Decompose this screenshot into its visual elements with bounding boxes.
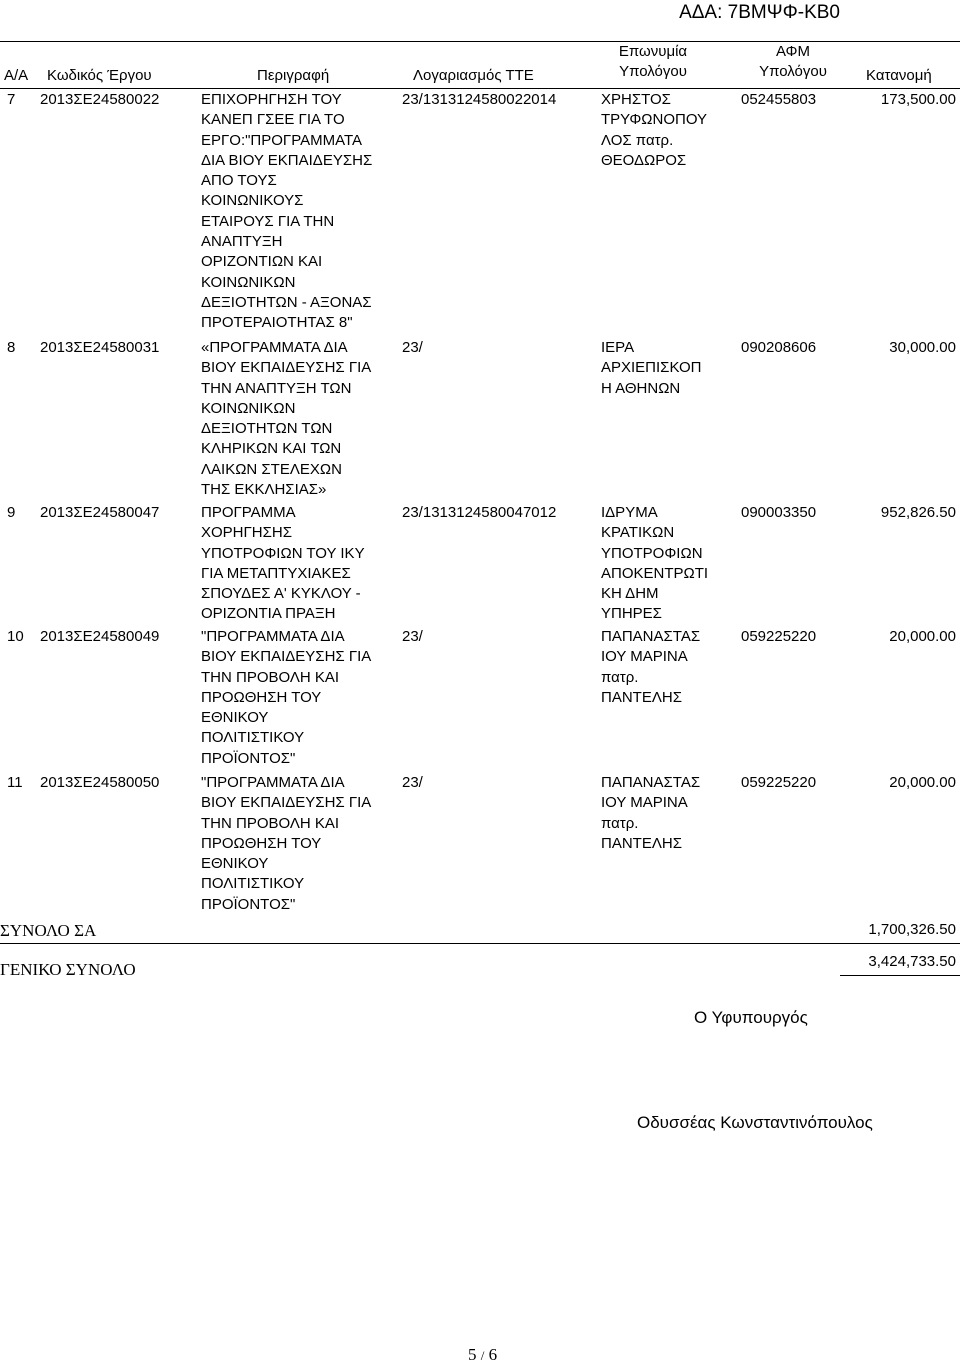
row-aa: 9 [7,504,16,521]
ada-code: ΑΔΑ: 7ΒΜΨΦ-ΚΒ0 [679,2,840,23]
row-desc: «ΠΡΟΓΡΑΜΜΑΤΑ ΔΙΑ ΒΙΟΥ ΕΚΠΑΙΔΕΥΣΗΣ ΓΙΑ ΤΗΝ ΑΝΑΠΤΥΞΗ ΤΩΝ ΚΟΙΝΩΝΙΚΩΝ ΔΕΞΙΟΤΗΤΩΝ ΤΩΝ ΚΛΗΡΙΚΩΝ ΚΑΙ ΤΩΝ ΛΑΙΚΩΝ ΣΤΕΛΕΧΩΝ ΤΗΣ ΕΚΚΛΗΣΙΑΣ» [201,339,372,499]
row-afm: 059225220 [741,628,817,645]
row-amount: 20,000.00 [889,774,956,791]
page-total: 6 [488,1345,498,1364]
row-account: 23/ [402,774,423,791]
row-desc: ΠΡΟΓΡΑΜΜΑ ΧΟΡΗΓΗΣΗΣ ΥΠΟΤΡΟΦΙΩΝ ΤΟΥ ΙΚΥ ΓΙΑ ΜΕΤΑΠΤΥΧΙΑΚΕΣ ΣΠΟΥΔΕΣ Α' ΚΥΚΛΟΥ - ΟΡΙΖΟΝΤΙΑ ΠΡΑΞΗ [201,504,365,623]
row-afm: 090003350 [741,504,817,521]
row-aa: 8 [7,339,16,356]
signature-title: Ο Υφυπουργός [694,1008,808,1027]
row-code: 2013ΣΕ24580049 [40,628,160,645]
row-account: 23/131312458002201​4 [402,91,557,108]
row-amount: 173,500.00 [880,91,956,108]
row-name: ΠΑΠΑΝΑΣΤΑΣ ΙΟΥ ΜΑΡΙΝΑ πατρ. ΠΑΝΤΕΛΗΣ [601,774,701,852]
row-amount: 30,000.00 [889,339,956,356]
row-aa: 10 [7,628,24,645]
header-code: Κωδικός Έργου [47,67,152,84]
header-bottom-border [0,88,960,89]
total-sa-underline [0,943,960,944]
page-number [468,1345,497,1365]
total-sa-value: 1,700,326.50 [868,921,956,938]
header-desc: Περιγραφή [257,67,330,84]
row-code: 2013ΣΕ24580047 [40,504,160,521]
header-aa: Α/Α [4,67,29,84]
header-name: Επωνυμία Υπολόγου [618,43,688,80]
row-afm: 059225220 [741,774,817,791]
row-amount: 952,826.50 [880,504,956,521]
row-amount: 20,000.00 [889,628,956,645]
row-afm: 090208606 [741,339,817,356]
header-allocation: Κατανομή [866,67,932,84]
grand-total-label: ΓΕΝΙΚΟ ΣΥΝΟΛΟ [0,960,136,979]
row-code: 2013ΣΕ24580022 [40,91,160,108]
row-code: 2013ΣΕ24580031 [40,339,160,356]
total-sa-label: ΣΥΝΟΛΟ ΣΑ [0,921,97,940]
row-name: ΠΑΠΑΝΑΣΤΑΣ ΙΟΥ ΜΑΡΙΝΑ πατρ. ΠΑΝΤΕΛΗΣ [601,628,701,706]
row-account: 23/ [402,628,423,645]
page-separator: / [480,1348,485,1363]
row-aa: 11 [7,774,23,791]
row-afm: 052455803 [741,91,817,108]
row-aa: 7 [7,91,16,108]
signature-name: Οδυσσέας Κωνσταντινόπουλος [637,1113,873,1132]
row-desc: ΕΠΙΧΟΡΗΓΗΣΗ ΤΟΥ ΚΑΝΕΠ ΓΣΕΕ ΓΙΑ ΤΟ ΕΡΓΟ:"ΠΡΟΓΡΑΜΜΑΤΑ ΔΙΑ ΒΙΟΥ ΕΚΠΑΙΔΕΥΣΗΣ ΑΠΟ ΤΟΥΣ ΚΟΙΝΩΝΙΚΟΥΣ ΕΤΑΙΡΟΥΣ ΓΙΑ ΤΗΝ ΑΝΑΠΤΥΞΗ ΟΡΙΖΟΝΤΙΩΝ ΚΑΙ ΚΟΙΝΩΝΙΚΩΝ ΔΕΞΙΟΤΗΤΩΝ - ΑΞΟΝΑΣ ΠΡΟΤΕΡΑΙΟΤΗΤΑΣ 8" [201,91,373,332]
row-code: 2013ΣΕ24580050 [40,774,160,791]
header-afm: ΑΦΜ Υπολόγου [759,43,827,80]
row-name: ΙΔΡΥΜΑ ΚΡΑΤΙΚΩΝ ΥΠΟΤΡΟΦΙΩΝ ΑΠΟΚΕΝΤΡΩΤΙ ΚΗ ΔΗΜ ΥΠΗΡΕΣ [601,504,709,623]
row-desc: "ΠΡΟΓΡΑΜΜΑΤΑ ΔΙΑ ΒΙΟΥ ΕΚΠΑΙΔΕΥΣΗΣ ΓΙΑ ΤΗΝ ΠΡΟΒΟΛΗ ΚΑΙ ΠΡΟΩΘΗΣΗ ΤΟΥ ΕΘΝΙΚΟΥ ΠΟΛΙΤΙΣΤΙΚΟΥ ΠΡΟΪΟΝΤΟΣ" [201,628,372,767]
row-name: ΙΕΡΑ ΑΡΧΙΕΠΙΣΚΟΠ Η ΑΘΗΝΩΝ [601,339,702,397]
header-account: Λογαριασμός ΤΤΕ [413,67,534,84]
row-account: 23/ [402,339,423,356]
page-current: 5 [468,1345,477,1364]
row-account: 23/1313124580047012 [402,504,557,521]
row-desc: "ΠΡΟΓΡΑΜΜΑΤΑ ΔΙΑ ΒΙΟΥ ΕΚΠΑΙΔΕΥΣΗΣ ΓΙΑ ΤΗΝ ΠΡΟΒΟΛΗ ΚΑΙ ΠΡΟΩΘΗΣΗ ΤΟΥ ΕΘΝΙΚΟΥ ΠΟΛΙΤΙΣΤΙΚΟΥ ΠΡΟΪΟΝΤΟΣ" [201,774,372,913]
row-name: ΧΡΗΣΤΟΣ ΤΡΥΦΩΝΟΠΟΥ ΛΟΣ πατρ. ΘΕΟΔΩΡΟΣ [601,91,708,169]
grand-total-value: 3,424,733.50 [868,953,956,970]
grand-total-underline [840,975,960,976]
